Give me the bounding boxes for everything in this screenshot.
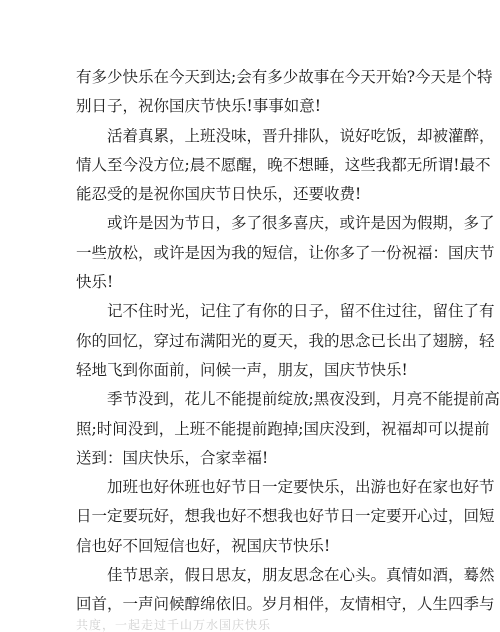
text-line: 轻地飞到你面前，问候一声，朋友，国庆节快乐! <box>76 360 408 379</box>
paragraph <box>76 122 495 210</box>
text-line: 季节没到，花儿不能提前绽放;黑夜没到，月亮不能提前高 <box>107 390 500 409</box>
paragraph <box>76 473 495 561</box>
article-body <box>76 63 500 632</box>
text-line: 照;时间没到，上班不能提前跑掉;国庆没到，祝福却可以提前 <box>76 419 490 438</box>
paragraph <box>76 385 500 473</box>
text-line: 一些放松，或许是因为我的短信，让你多了一份祝福：国庆节 <box>76 243 495 262</box>
text-line: 信也好不回短信也好，祝国庆节快乐! <box>76 536 331 555</box>
paragraph <box>76 297 495 385</box>
text-line: 别日子，祝你国庆节快乐!事事如意! <box>76 97 321 116</box>
paragraph <box>76 209 495 297</box>
text-line: 情人至今没方位;晨不愿醒，晚不想睡，这些我都无所谓!最不 <box>76 155 491 174</box>
cutoff-text-line: 共度，一起走过千山万水国庆快乐 <box>76 617 272 632</box>
text-line: 能忍受的是祝你国庆节日快乐，还要收费! <box>76 185 362 204</box>
paragraph <box>76 63 493 122</box>
text-line: 活着真累，上班没味，晋升排队，说好吃饭，却被灌醉， <box>107 126 495 145</box>
text-line: 送到：国庆快乐，合家幸福! <box>76 448 269 467</box>
text-line: 佳节思亲，假日思友，朋友思念在心头。真情如酒，蓦然 <box>107 566 495 585</box>
text-line: 加班也好休班也好节日一定要快乐，出游也好在家也好节 <box>107 478 495 497</box>
text-line: 日一定要玩好，想我也好不想我也好节日一定要开心过，回短 <box>76 507 495 526</box>
text-line: 记不住时光，记住了有你的日子，留不住过往，留住了有 <box>107 302 495 321</box>
paragraph <box>76 561 495 632</box>
text-line: 回首，一声问候醇绵依旧。岁月相伴，友情相守，人生四季与 <box>76 595 495 614</box>
text-line: 你的回忆，穿过布满阳光的夏天，我的思念已长出了翅膀，轻 <box>76 331 495 350</box>
text-line: 快乐! <box>76 273 114 292</box>
text-line: 或许是因为节日，多了很多喜庆，或许是因为假期，多了 <box>107 214 495 233</box>
text-line: 有多少快乐在今天到达;会有多少故事在今天开始?今天是个特 <box>76 68 493 86</box>
